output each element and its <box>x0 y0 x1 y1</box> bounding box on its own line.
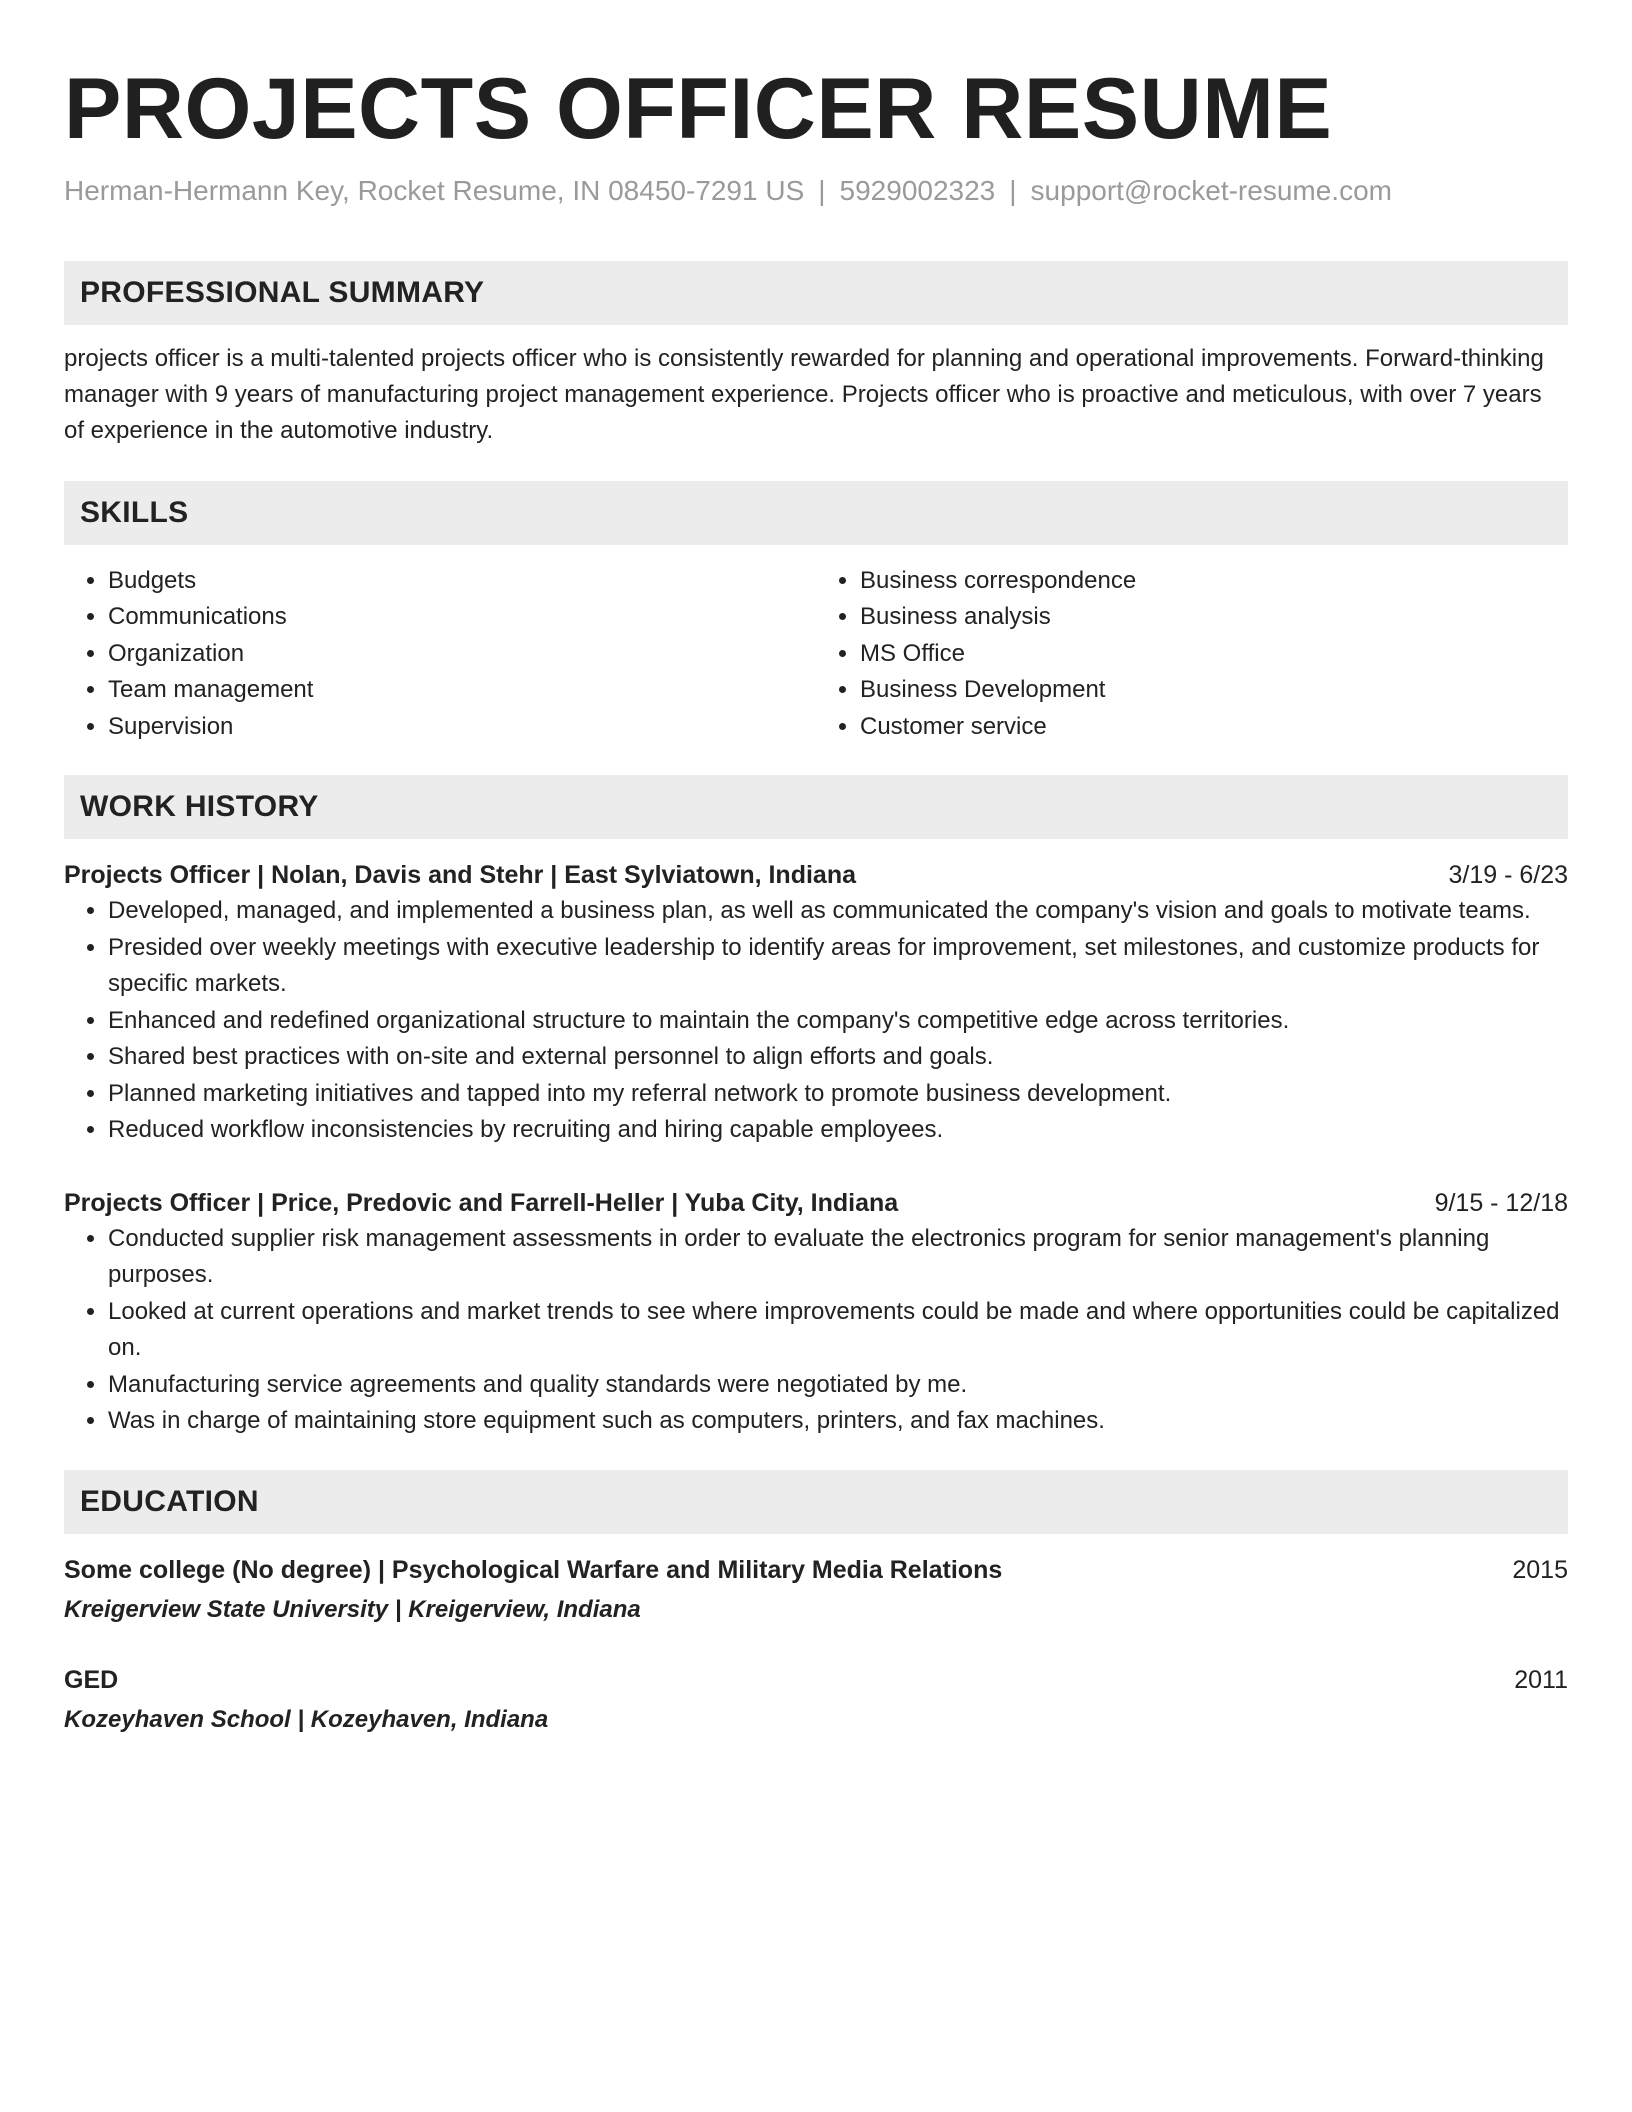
job-entry <box>64 857 1568 1149</box>
skill-item: • Supervision <box>108 709 816 746</box>
job-bullet-list <box>64 893 1568 1149</box>
education-title: GED <box>64 1665 119 1694</box>
job-bullet: • Reduced workflow inconsistencies by recruiting and hiring capable employees. <box>108 1112 1568 1149</box>
education-header <box>64 1662 1568 1698</box>
section-header-summary: PROFESSIONAL SUMMARY <box>64 261 1568 325</box>
education-header <box>64 1552 1568 1588</box>
job-bullet: • Enhanced and redefined organizational structure to maintain the company's competitive edge across territories. <box>108 1003 1568 1040</box>
skill-item: • Communications <box>108 599 816 636</box>
education-entry <box>64 1662 1568 1738</box>
job-dates: 3/19 - 6/23 <box>1448 861 1568 890</box>
contact-line <box>64 173 1568 209</box>
section-header-skills: SKILLS <box>64 481 1568 545</box>
education-school: Kozeyhaven School | Kozeyhaven, Indiana <box>64 1705 549 1733</box>
contact-phone: 5929002323 <box>839 174 996 206</box>
job-bullet-list <box>64 1221 1568 1440</box>
skills-column-left <box>64 563 816 746</box>
skill-item: • Organization <box>108 636 816 673</box>
education-entry <box>64 1552 1568 1628</box>
job-title: Projects Officer | Price, Predovic and Farrell-Heller | Yuba City, Indiana <box>64 1188 899 1217</box>
skill-item: • Budgets <box>108 563 816 600</box>
skill-item: • MS Office <box>860 636 1568 673</box>
job-bullet: • Looked at current operations and market trends to see where improvements could be made and where opportunities could be capitalized on. <box>108 1294 1568 1367</box>
skill-item: • Customer service <box>860 709 1568 746</box>
skill-item: • Business correspondence <box>860 563 1568 600</box>
job-title: Projects Officer | Nolan, Davis and Stehr | East Sylviatown, Indiana <box>64 861 856 890</box>
job-bullet: • Was in charge of maintaining store equipment such as computers, printers, and fax machines. <box>108 1403 1568 1440</box>
skill-item: • Team management <box>108 672 816 709</box>
education-title: Some college (No degree) | Psychological Warfare and Military Media Relations <box>64 1555 1003 1584</box>
job-bullet: • Planned marketing initiatives and tapped into my referral network to promote business development. <box>108 1076 1568 1113</box>
job-bullet: • Manufacturing service agreements and quality standards were negotiated by me. <box>108 1367 1568 1404</box>
skill-item: • Business Development <box>860 672 1568 709</box>
job-entry <box>64 1185 1568 1440</box>
summary-text: projects officer is a multi-talented projects officer who is consistently rewarded for planning and operational improvements. Forward-thinking manager with 9 years of manufacturing project management experience. Projects officer who is proactive and meticulous, with over 7 years of experience in the automotive industry. <box>64 344 1544 444</box>
job-header <box>64 857 1568 893</box>
contact-email: support@rocket-resume.com <box>1030 174 1392 206</box>
education-school: Kreigerview State University | Kreigerview, Indiana <box>64 1595 641 1623</box>
job-header <box>64 1185 1568 1221</box>
section-header-education: EDUCATION <box>64 1470 1568 1534</box>
job-dates: 9/15 - 12/18 <box>1434 1188 1568 1217</box>
contact-separator: | <box>818 174 826 206</box>
section-header-work-history: WORK HISTORY <box>64 775 1568 839</box>
job-bullet: • Developed, managed, and implemented a business plan, as well as communicated the company's vision and goals to motivate teams. <box>108 893 1568 930</box>
education-year: 2015 <box>1512 1555 1568 1584</box>
contact-address: Herman-Hermann Key, Rocket Resume, IN 08450-7291 US <box>64 174 805 206</box>
skills-column-right <box>816 563 1568 746</box>
skill-item: • Business analysis <box>860 599 1568 636</box>
contact-separator: | <box>1009 174 1017 206</box>
job-bullet: • Presided over weekly meetings with executive leadership to identify areas for improvement, set milestones, and customize products for specific markets. <box>108 930 1568 1003</box>
job-bullet: • Conducted supplier risk management assessments in order to evaluate the electronics program for senior management's planning purposes. <box>108 1221 1568 1294</box>
job-bullet: • Shared best practices with on-site and external personnel to align efforts and goals. <box>108 1039 1568 1076</box>
resume-title: PROJECTS OFFICER RESUME <box>64 61 1333 157</box>
education-year: 2011 <box>1514 1665 1568 1694</box>
skills-grid <box>64 563 1568 746</box>
